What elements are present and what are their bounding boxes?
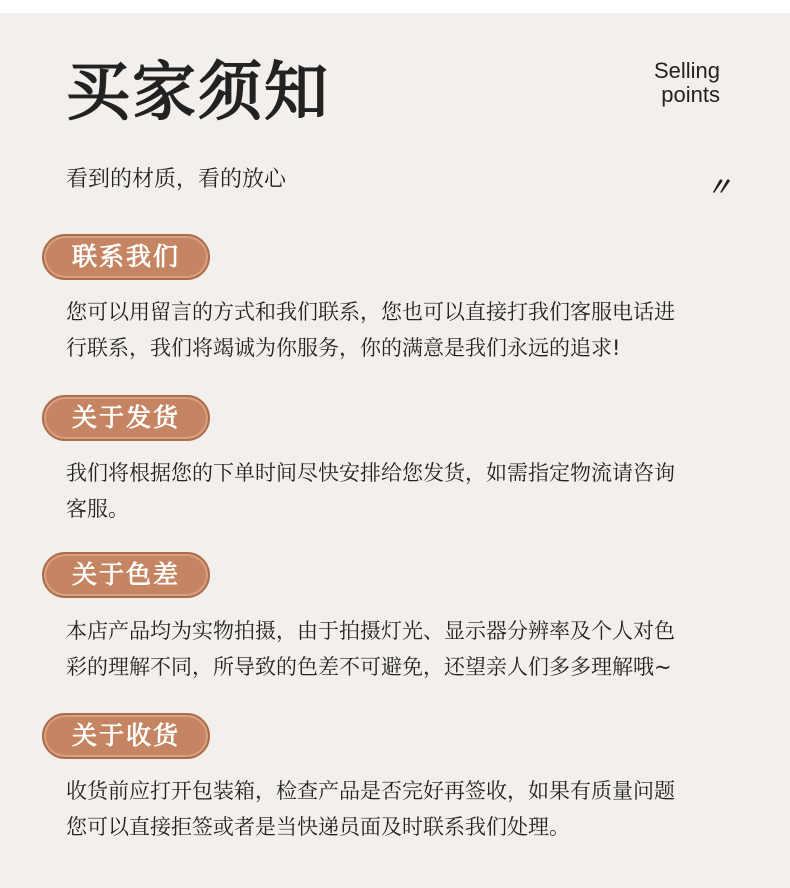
section-body-line: 我们将根据您的下单时间尽快安排给您发货，如需指定物流请咨询 (66, 461, 675, 485)
section-heading-shipping: 关于发货 (42, 395, 210, 441)
section-body-shipping (66, 455, 756, 527)
selling-points-line-1: Selling (653, 58, 720, 83)
page-subtitle: 看到的材质，看的放心 (66, 167, 287, 192)
section-body-line: 收货前应打开包装箱，检查产品是否完好再签收，如果有质量问题 (66, 779, 675, 803)
page-title: 买家须知 (66, 56, 330, 130)
section-body-line: 客服。 (66, 497, 129, 521)
section-body-line: 您可以直接拒签或者是当快递员面及时联系我们处理。 (66, 815, 570, 839)
section-body-line: 本店产品均为实物拍摄，由于拍摄灯光、显示器分辨率及个人对色 (66, 619, 675, 643)
buyer-notice-page (0, 13, 790, 888)
section-body-line: 行联系，我们将竭诚为你服务，你的满意是我们永远的追求! (66, 336, 621, 360)
selling-points-label (626, 59, 720, 107)
selling-points-line-2: points (661, 82, 720, 107)
section-heading-receiving: 关于收货 (42, 713, 210, 759)
quote-mark-icon: 〃 (706, 173, 733, 203)
section-body-color-difference (66, 613, 756, 685)
section-heading-color-difference: 关于色差 (42, 552, 210, 598)
section-heading-contact-us: 联系我们 (42, 234, 210, 280)
section-body-receiving (66, 773, 756, 845)
section-body-line: 您可以用留言的方式和我们联系，您也可以直接打我们客服电话进 (66, 300, 675, 324)
section-body-contact-us (66, 294, 756, 366)
section-body-line: 彩的理解不同，所导致的色差不可避免，还望亲人们多多理解哦~ (66, 655, 672, 679)
